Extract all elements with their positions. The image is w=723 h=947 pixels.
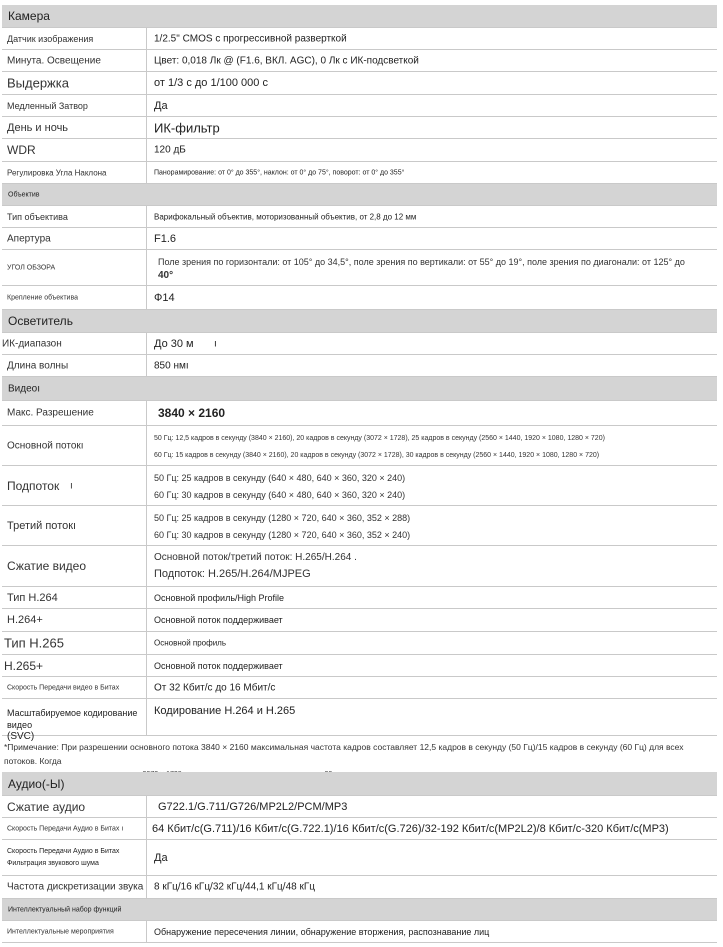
- spec-value-line: 50 Гц: 25 кадров в секунду (640 × 480, 640 × 360, 320 × 240): [154, 473, 406, 483]
- spec-row-slow-shutter: [2, 95, 717, 117]
- spec-value-line: 50 Гц: 25 кадров в секунду (1280 × 720, 640 × 360, 352 × 288): [154, 513, 411, 523]
- spec-key-line: Скорость Передачи Аудио в Битах: [7, 848, 120, 855]
- spec-row-sub-stream: [2, 466, 717, 506]
- spec-key: Регулировка Угла Наклона: [7, 168, 107, 177]
- spec-row-smart-events: [2, 921, 717, 943]
- section-header-illuminator: [2, 310, 717, 333]
- spec-key: Интеллектуальные мероприятия: [7, 928, 114, 935]
- spec-key: Скорость Передачи Аудио в Битах ı: [7, 825, 124, 832]
- spec-row-lens-mount: [2, 286, 717, 310]
- section-title: Интеллектуальный набор функций: [8, 906, 122, 913]
- spec-key: Крепление объектива: [7, 294, 78, 301]
- spec-row-audio-noise-filter: [2, 840, 717, 876]
- spec-key: Макс. Разрешение: [7, 407, 94, 419]
- spec-key: УГОЛ ОБЗОРА: [7, 264, 56, 271]
- spec-key: Выдержка: [7, 75, 69, 91]
- spec-value-line: 50 Гц: 12,5 кадров в секунду (3840 × 2160), 20 кадров в секунду (3072 × 1728), 25 кадров в секунду (2560 × 1440, 1920 × 1080, 1280 × 720): [154, 435, 605, 442]
- spec-key: Апертура: [7, 233, 51, 244]
- spec-key: Длина волны: [7, 360, 69, 371]
- spec-key-line: Масштабируемое кодирование видео: [7, 708, 138, 730]
- spec-row-max-resolution: [2, 401, 717, 426]
- spec-key: Третий потокı: [7, 519, 77, 532]
- spec-row-h264-type: [2, 587, 717, 609]
- spec-value: Да: [154, 99, 168, 112]
- spec-row-audio-bitrate: [2, 818, 717, 840]
- spec-row-audio-compression: [2, 796, 717, 818]
- spec-key: Частота дискретизации звука: [7, 881, 144, 893]
- spec-row-h265-plus: [2, 655, 717, 677]
- spec-key: WDR: [7, 143, 36, 157]
- spec-value: Ф14: [154, 291, 175, 304]
- spec-value-line: 40°: [158, 270, 174, 281]
- spec-value: Обнаружение пересечения линии, обнаружение вторжения, распознавание лиц: [154, 926, 490, 937]
- spec-row-wdr: [2, 139, 717, 162]
- footnote-line: *Примечание: При разрешении основного потока 3840 × 2160 максимальная частота кадров составляет 12,5 кадров в секунду (50 Гц)/15 кадров в секунду (60 Гц) для всех потоков. Когда: [4, 742, 684, 766]
- spec-key: Минута. Освещение: [7, 55, 101, 66]
- spec-value: 1/2.5" CMOS с прогрессивной разверткой: [154, 33, 347, 44]
- spec-value-line: 60 Гц: 30 кадров в секунду (1280 × 720, 640 × 360, 352 × 240): [154, 530, 411, 540]
- section-title: Камера: [8, 9, 50, 23]
- spec-value-line: 60 Гц: 15 кадров в секунду (3840 × 2160), 20 кадров в секунду (3072 × 1728), 30 кадров в секунду (2560 × 1440, 1920 × 1080, 1280 × 720): [154, 452, 600, 459]
- spec-key-line: (SVC): [7, 731, 35, 742]
- spec-row-aperture: [2, 228, 717, 250]
- spec-key: Сжатие аудио: [7, 799, 86, 814]
- spec-value: F1.6: [154, 232, 177, 245]
- spec-key: Подпоток: [7, 478, 60, 493]
- spec-value: ИК-фильтр: [154, 120, 220, 135]
- spec-value: G722.1/G.711/G726/MP2L2/PCM/MP3: [158, 800, 348, 813]
- spec-value: Цвет: 0,018 Лк @ (F1.6, ВКЛ. AGC), 0 Лк с ИК-подсветкой: [154, 55, 419, 66]
- spec-key: H.265+: [4, 658, 44, 673]
- spec-row-lens-type: [2, 206, 717, 228]
- spec-row-video-compression: [2, 546, 717, 587]
- spec-key: Датчик изображения: [7, 33, 94, 44]
- section-header-video: [2, 377, 717, 401]
- spec-value: От 32 Кбит/с до 16 Мбит/с: [154, 682, 276, 693]
- spec-value: 8 кГц/16 кГц/32 кГц/44,1 кГц/48 кГц: [154, 881, 315, 893]
- spec-row-main-stream: [2, 426, 717, 466]
- spec-row-field-of-view: [2, 250, 717, 286]
- spec-row-sampling-rate: [2, 876, 717, 899]
- spec-row-svc: [2, 699, 717, 742]
- spec-row-wavelength: [2, 355, 717, 377]
- spec-row-angle-adjustment: [2, 162, 717, 184]
- spec-key: Тип объектива: [7, 211, 68, 222]
- spec-key: Тип H.265: [4, 635, 64, 651]
- spec-row-day-night: [2, 117, 717, 139]
- spec-key: Тип H.264: [7, 591, 58, 604]
- spec-value-line: Основной поток/третий поток: H.265/H.264 .: [154, 552, 357, 563]
- spec-key: ИК-диапазон: [2, 338, 62, 349]
- section-header-camera: [2, 5, 717, 28]
- section-title: Видеоı: [8, 383, 40, 394]
- spec-row-ir-range: [2, 333, 717, 355]
- spec-key-line: Фильтрация звукового шума: [7, 860, 99, 867]
- spec-value-line: 60 Гц: 30 кадров в секунду (640 × 480, 640 × 360, 320 × 240): [154, 490, 406, 500]
- spec-value: 850 нмı: [154, 360, 189, 371]
- spec-value-line: Подпоток: H.265/H.264/MJPEG: [154, 568, 311, 580]
- section-header-audio: [2, 772, 717, 796]
- section-title: Объектив: [8, 191, 40, 198]
- spec-key: Скорость Передачи видео в Битах: [7, 684, 120, 691]
- spec-row-min-illumination: [2, 50, 717, 72]
- spec-value: Варифокальный объектив, моторизованный объектив, от 2,8 до 12 мм: [154, 212, 417, 221]
- spec-row-h264-plus: [2, 609, 717, 632]
- spec-key-mark: ı: [70, 480, 73, 491]
- spec-value: 64 Кбит/с(G.711)/16 Кбит/с(G.722.1)/16 Кбит/с(G.726)/32-192 Кбит/с(MP2L2)/8 Кбит/с-320 Кбит/с(MP3): [152, 822, 669, 835]
- spec-value: Да: [154, 851, 168, 864]
- spec-row-video-bitrate: [2, 677, 717, 699]
- spec-row-shutter: [2, 72, 717, 95]
- spec-row-third-stream: [2, 506, 717, 546]
- spec-key: Сжатие видео: [7, 559, 87, 573]
- spec-value: До 30 м: [154, 337, 194, 350]
- section-title: Осветитель: [8, 314, 73, 328]
- spec-value: Основной поток поддерживает: [154, 660, 283, 671]
- spec-key: День и ночь: [7, 121, 69, 134]
- spec-value: Основной профиль/High Profile: [154, 592, 285, 603]
- section-header-smart-features: [2, 899, 717, 921]
- spec-value: 3840 × 2160: [158, 406, 226, 420]
- spec-key: H.264+: [7, 614, 43, 626]
- spec-key: Медленный Затвор: [7, 100, 88, 111]
- section-title: Аудио(-Ы): [8, 776, 65, 791]
- spec-value: Панорамирование: от 0° до 355°, наклон: от 0° до 75°, поворот: от 0° до 355°: [154, 169, 405, 176]
- section-header-lens: [2, 184, 717, 206]
- spec-row-sensor: [2, 28, 717, 50]
- spec-row-h265-type: [2, 632, 717, 655]
- spec-value: Основной профиль: [154, 638, 227, 648]
- spec-value: Кодирование H.264 и H.265: [154, 705, 296, 717]
- spec-value: 120 дБ: [154, 144, 186, 156]
- spec-value: от 1/3 с до 1/100 000 с: [154, 77, 268, 89]
- spec-value: Основной поток поддерживает: [154, 615, 283, 625]
- spec-key: Основной потокı: [7, 440, 84, 451]
- spec-value-line: Поле зрения по горизонтали: от 105° до 34,5°, поле зрения по вертикали: от 55° до 19°, поле зрения по диагонали: от 125° до: [158, 257, 685, 267]
- spec-value-mark: ı: [214, 338, 217, 349]
